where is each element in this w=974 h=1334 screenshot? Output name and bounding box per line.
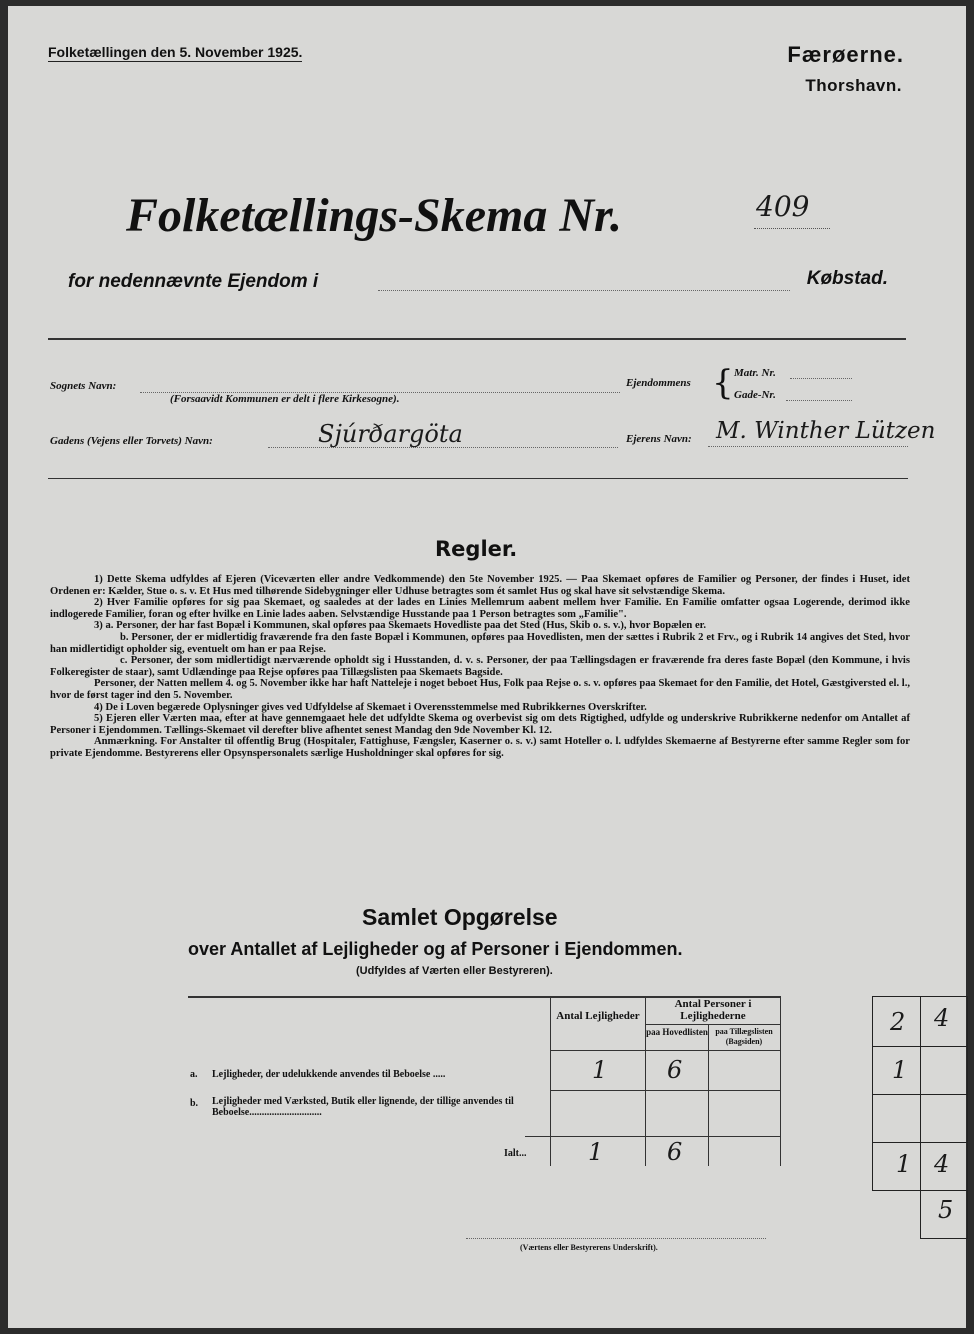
divider-fields — [48, 478, 908, 479]
rule-3b: b. Personer, der er midlertidig fraværende fra den faste Bopæl i Kommunen, opføres paa Hovedlisten, men der sættes i Rubrik 2 et Frv., og i Rubrik 14 angives det Sted, hvor han midlertidigt opholder sig, eventuelt om han er paa Rejse. — [50, 631, 910, 655]
divider-top — [48, 338, 906, 340]
town-label: Thorshavn. — [805, 76, 902, 95]
owner-value-handwritten: M. Winther Lützen — [716, 418, 936, 444]
tally-r4-c2: 4 — [934, 1150, 950, 1178]
rules-heading: Regler. — [435, 537, 518, 561]
gade-label: Gade-Nr. — [734, 389, 776, 401]
row-a-apartments: 1 — [592, 1056, 608, 1084]
rule-3c: c. Personer, der som midlertidigt nærværende opholdt sig i Husstanden, d. v. s. Personer, der paa Tællingsdagen er fraværende fra deres faste Bopæl (den Kommune, i hvis Folkeregister de staar), samt Udlændinge paa Rejse opføres paa Tillægslisten paa Skemaets Bagside. — [50, 655, 910, 678]
matr-label: Matr. Nr. — [734, 367, 776, 379]
tally-r2-c1: 1 — [892, 1056, 908, 1084]
tally-r1-c2: 4 — [934, 1004, 950, 1032]
parish-label: Sognets Navn: — [50, 380, 117, 392]
col-main-header: paa Hovedlisten — [646, 1027, 708, 1037]
form-title: Folketællings-Skema Nr. — [126, 189, 623, 242]
col-apartments-header: Antal Lejligheder — [556, 1010, 640, 1022]
total-main: 6 — [667, 1138, 683, 1166]
row-b-letter: b. — [190, 1098, 199, 1109]
signature-caption: (Værtens eller Bestyrerens Underskrift). — [520, 1243, 658, 1252]
summary-subtitle: over Antallet af Lejligheder og af Personer i Ejendommen. — [188, 939, 683, 959]
row-a-main: 6 — [667, 1056, 683, 1084]
owner-label: Ejerens Navn: — [626, 433, 692, 445]
row-a-label: Lejligheder, der udelukkende anvendes til Beboelse ..... — [212, 1069, 446, 1080]
rule-3a: 3) a. Personer, der har fast Bopæl i Kommunen, skal opføres paa Skemaets Hovedliste paa det Sted (Hus, Skib o. s. v.), hvor Bopælen er. — [94, 620, 707, 632]
rule-note: Anmærkning. For Anstalter til offentlig Brug (Hospitaler, Fattighuse, Fængsler, Kaserner o. s. v.) samt Hoteller o. l. udfyldes Skemaerne af Bestyrerne efter samme Regler som for private Ejendomme. Bestyrerens eller Opsynspersonalets særlige Husholdninger skal opføres for sig. — [50, 736, 910, 759]
rule-3-night: Personer, der Natten mellem 4. og 5. November ikke har haft Natteleje i noget beboet Hus, Folk paa Rejse o. s. v. opføres paa Skemaet for den Familie, det Hotel, Gæstgiversted el. l., hvor de først tager ind den 5. November. — [50, 678, 910, 701]
region-label: Færøerne. — [787, 42, 904, 67]
summary-note: (Udfyldes af Værten eller Bestyreren). — [356, 965, 553, 977]
tally-r1-c1: 2 — [890, 1008, 906, 1036]
census-date-label: Folketællingen den 5. November 1925. — [48, 44, 303, 60]
rule-2: 2) Hver Familie opføres for sig paa Skemaet, og saaledes at der lades en Linies Mellemrum aabent mellem hver Familie. En Familie omfatter ogsaa Logerende, derimod ikke indlogerede Familier, foran og efter hvilke en Linie lades aaben. Selvstændige Husstande paa 1 Person betragtes som „Familie". — [50, 597, 910, 620]
property-brace: { — [712, 363, 734, 403]
subtitle-right: Købstad. — [806, 268, 888, 289]
property-label: Ejendommens — [626, 377, 691, 389]
row-b-label: Lejligheder med Værksted, Butik eller lignende, der tillige anvendes til Beboelse............................. — [212, 1096, 514, 1118]
street-value-handwritten: Sjúrðargöta — [318, 420, 463, 448]
rules-text — [50, 574, 910, 760]
rule-1: 1) Dette Skema udfyldes af Ejeren (Viceværten eller andre Vedkommende) den 5te November 1925. — Paa Skemaet opføres de Familier og Personer, der findes i Huset, idet Ordenen er: Kælder, Stue o. s. v. Et Hus med tilhørende Sidebygninger eller Udhuse betragtes som ét samlet Hus og skal have sit selvstændige Skema. — [50, 574, 910, 597]
parish-note: (Forsaavidt Kommunen er delt i flere Kirkesogne). — [170, 393, 400, 405]
total-apartments: 1 — [588, 1138, 604, 1166]
col-supp-header: paa Tillægslisten (Bagsiden) — [715, 1027, 773, 1046]
tally-r4-c1: 1 — [896, 1150, 912, 1178]
tally-r5: 5 — [938, 1196, 954, 1224]
rule-4: 4) De i Loven begærede Oplysninger gives ved Udfyldelse af Skemaet i Overensstemmelse med Rubrikkernes Overskrifter. — [94, 701, 647, 713]
form-number-handwritten: 409 — [756, 190, 810, 223]
total-label: Ialt... — [504, 1148, 527, 1159]
row-a-letter: a. — [190, 1069, 198, 1080]
street-label: Gadens (Vejens eller Torvets) Navn: — [50, 435, 213, 447]
rule-5: 5) Ejeren eller Værten maa, efter at have gennemgaaet hele det udfyldte Skema og overbevist sig om dets Rigtighed, udfylde og underskrive Rubrikkerne nedenfor om Antallet af Personer i Ejendommen. Tællings-Skemaet vil derefter blive afhentet senest Mandag den 9de November Kl. 12. — [50, 713, 910, 736]
summary-title: Samlet Opgørelse — [362, 904, 558, 930]
col-persons-header: Antal Personer i Lejlighederne — [674, 998, 752, 1022]
subtitle-left: for nedennævnte Ejendom i — [68, 271, 319, 292]
